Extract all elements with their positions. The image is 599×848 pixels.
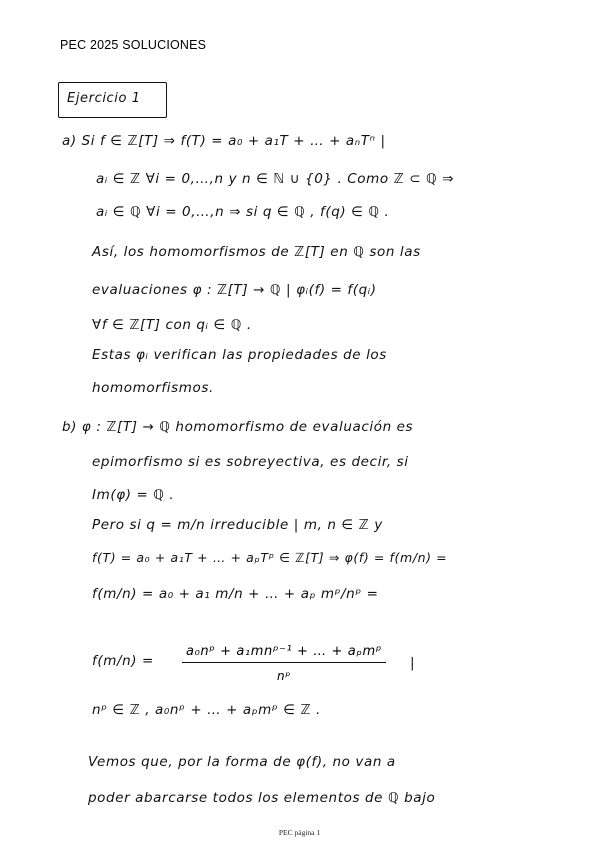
part-a-line-6: ∀f ∈ ℤ[T] con qᵢ ∈ ℚ .: [92, 317, 252, 333]
part-b-line-5: f(T) = a₀ + a₁T + … + aₚTᵖ ∈ ℤ[T] ⇒ φ(f) = f(m/n) =: [92, 550, 448, 565]
exercise-title: Ejercicio 1: [67, 91, 141, 106]
part-a-line-5: evaluaciones φ : ℤ[T] → ℚ | φᵢ(f) = f(qᵢ): [92, 282, 377, 298]
fraction-lhs: f(m/n) =: [92, 653, 154, 669]
exercise-title-box: [58, 82, 167, 118]
part-a-line-1: a) Si f ∈ ℤ[T] ⇒ f(T) = a₀ + a₁T + … + aₙTⁿ |: [62, 133, 386, 149]
part-b-line-4: Pero si q = m/n irreducible | m, n ∈ ℤ y: [92, 517, 383, 533]
part-a-line-2: aᵢ ∈ ℤ ∀i = 0,…,n y n ∈ ℕ ∪ {0} . Como ℤ ⊂ ℚ ⇒: [96, 171, 455, 187]
fraction-numerator: a₀nᵖ + a₁mnᵖ⁻¹ + … + aₚmᵖ: [182, 644, 386, 663]
closing-line-1: Vemos que, por la forma de φ(f), no van a: [88, 754, 396, 770]
part-a-line-4: Así, los homomorfismos de ℤ[T] en ℚ son las: [92, 244, 421, 260]
fraction-tail: |: [410, 655, 416, 671]
part-a-line-7: Estas φᵢ verifican las propiedades de los: [92, 347, 387, 363]
part-a-line-3: aᵢ ∈ ℚ ∀i = 0,…,n ⇒ si q ∈ ℚ , f(q) ∈ ℚ .: [96, 204, 390, 220]
fraction-expression: [182, 644, 386, 683]
page-header: PEC 2025 SOLUCIONES: [60, 38, 207, 52]
part-b-line-1: b) φ : ℤ[T] → ℚ homomorfismo de evaluación es: [62, 419, 414, 435]
fraction-denominator: nᵖ: [277, 669, 291, 683]
page-footer: PEC página 1: [278, 828, 321, 837]
part-b-line-7: nᵖ ∈ ℤ , a₀nᵖ + … + aₚmᵖ ∈ ℤ .: [92, 702, 321, 718]
closing-line-2: poder abarcarse todos los elementos de ℚ bajo: [88, 790, 436, 806]
part-a-line-8: homomorfismos.: [92, 380, 214, 396]
part-b-line-6: f(m/n) = a₀ + a₁ m/n + … + aₚ mᵖ/nᵖ =: [92, 586, 379, 602]
part-b-line-3: Im(φ) = ℚ .: [92, 487, 175, 503]
part-b-line-2: epimorfismo si es sobreyectiva, es decir, si: [92, 454, 409, 470]
